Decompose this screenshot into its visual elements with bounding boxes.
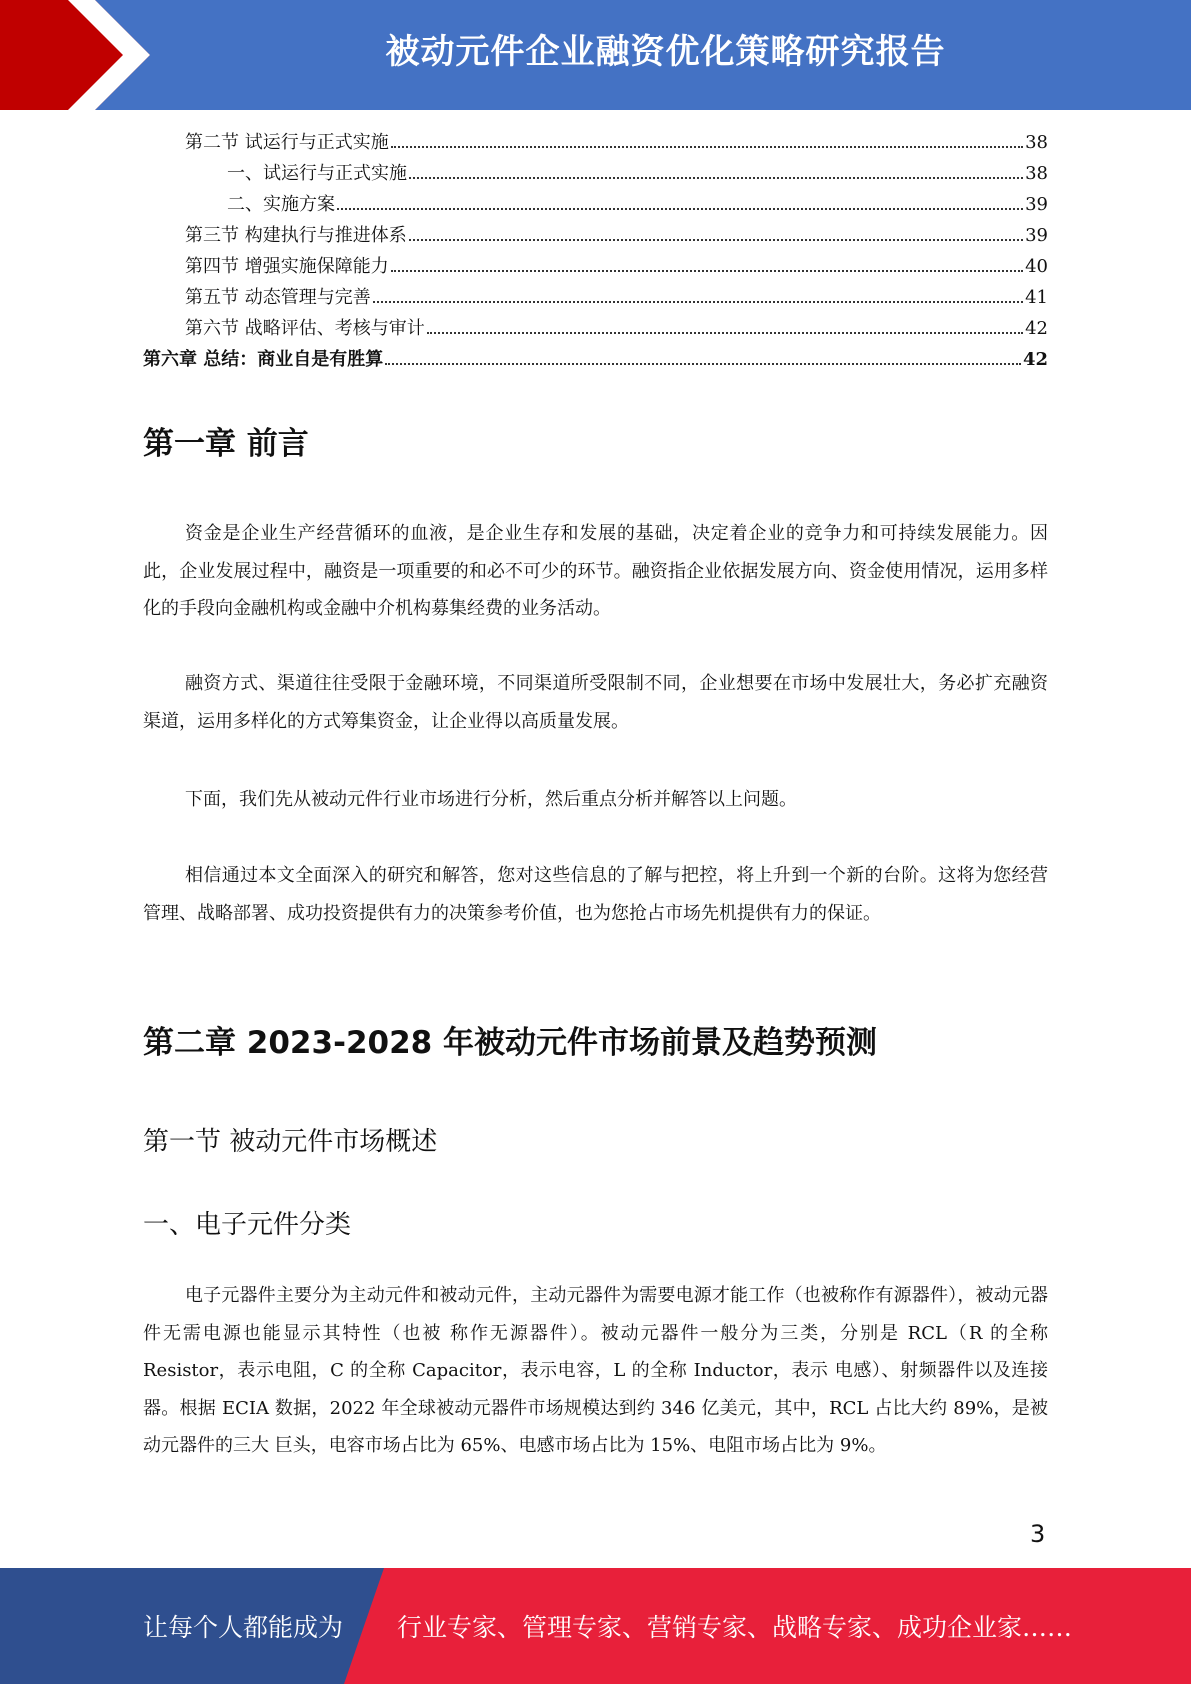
toc-entry-page: 39 [1025,225,1048,246]
page-header [0,0,1191,110]
toc-entry[interactable] [143,221,1048,252]
toc-entry[interactable] [143,314,1048,345]
toc-entry-title: 第六节 战略评估、考核与审计 [185,318,425,339]
subsection-title: 一、电子元件分类 [143,1210,352,1240]
toc-entry-title: 第三节 构建执行与推进体系 [185,225,407,246]
toc-entry-title: 第二节 试运行与正式实施 [185,132,389,153]
toc-entry-title: 一、试运行与正式实施 [227,163,407,184]
toc-leader-dots [391,270,1023,272]
toc-entry-page: 38 [1025,132,1048,153]
paragraph: 下面，我们先从被动元件行业市场进行分析，然后重点分析并解答以上问题。 [185,789,797,810]
footer-slogan-left: 让每个人都能成为 [143,1613,344,1642]
toc-entry[interactable] [143,159,1048,190]
table-of-contents [143,128,1048,376]
toc-leader-dots [385,363,1021,365]
toc-entry[interactable] [143,128,1048,159]
toc-leader-dots [337,208,1023,210]
paragraph: 融资方式、渠道往往受限于金融环境，不同渠道所受限制不同，企业想要在市场中发展壮大，务必扩充融资渠道，运用多样化的方式筹集资金，让企业得以高质量发展。 [143,673,1048,732]
toc-entry-title: 第四节 增强实施保障能力 [185,256,389,277]
header-chevron-decoration [0,0,160,110]
toc-entry-title: 第五节 动态管理与完善 [185,287,371,308]
toc-leader-dots [391,146,1023,148]
toc-entry[interactable] [143,252,1048,283]
toc-entry-page: 39 [1025,194,1048,215]
chapter-title: 第二章 2023-2028 年被动元件市场前景及趋势预测 [143,1025,878,1061]
toc-entry[interactable] [143,283,1048,314]
chapter-title: 第一章 前言 [143,426,309,462]
toc-leader-dots [409,177,1023,179]
section-title: 第一节 被动元件市场概述 [143,1127,438,1157]
page-footer [0,1568,1191,1684]
toc-entry-title: 第六章 总结：商业自是有胜算 [143,349,384,370]
paragraph: 资金是企业生产经营循环的血液，是企业生存和发展的基础，决定着企业的竞争力和可持续发展能力。因此，企业发展过程中，融资是一项重要的和必不可少的环节。融资指企业依据发展方向、资金使用情况，运用多样化的手段向金融机构或金融中介机构募集经费的业务活动。 [143,523,1048,619]
toc-entry[interactable] [143,190,1048,221]
toc-entry-page: 38 [1025,163,1048,184]
toc-leader-dots [409,239,1023,241]
toc-leader-dots [427,332,1023,334]
toc-entry-page: 40 [1025,256,1048,277]
footer-slogan-right: 行业专家、管理专家、营销专家、战略专家、成功企业家…… [397,1613,1073,1642]
paragraph: 电子元器件主要分为主动元件和被动元件，主动元器件为需要电源才能工作（也被称作有源器件），被动元器件无需电源也能显示其特性（也被 称作无源器件）。被动元器件一般分为三类，分别是 RCL（R 的全称 Resistor，表示电阻，C 的全称 Capacitor，表示电容，L 的全称 Inductor，表示 电感）、射频器件以及连接器。根据 ECIA 数据，2022 年全球被动元器件市场规模达到约 346 亿美元，其中，RCL 占比大约 89%，是被动元器件的三大 巨头，电容市场占比为 65%、电感市场占比为 15%、电阻市场占比为 9%。 [143,1285,1048,1456]
toc-leader-dots [373,301,1023,303]
paragraph: 相信通过本文全面深入的研究和解答，您对这些信息的了解与把控，将上升到一个新的台阶。这将为您经营管理、战略部署、成功投资提供有力的决策参考价值，也为您抢占市场先机提供有力的保证。 [143,865,1048,924]
toc-entry-title: 二、实施方案 [227,194,335,215]
report-title: 被动元件企业融资优化策略研究报告 [385,32,946,72]
toc-entry[interactable] [143,345,1048,376]
page-number: 3 [1030,1520,1046,1548]
toc-entry-page: 42 [1022,349,1048,370]
toc-entry-page: 42 [1025,318,1048,339]
toc-entry-page: 41 [1025,287,1048,308]
